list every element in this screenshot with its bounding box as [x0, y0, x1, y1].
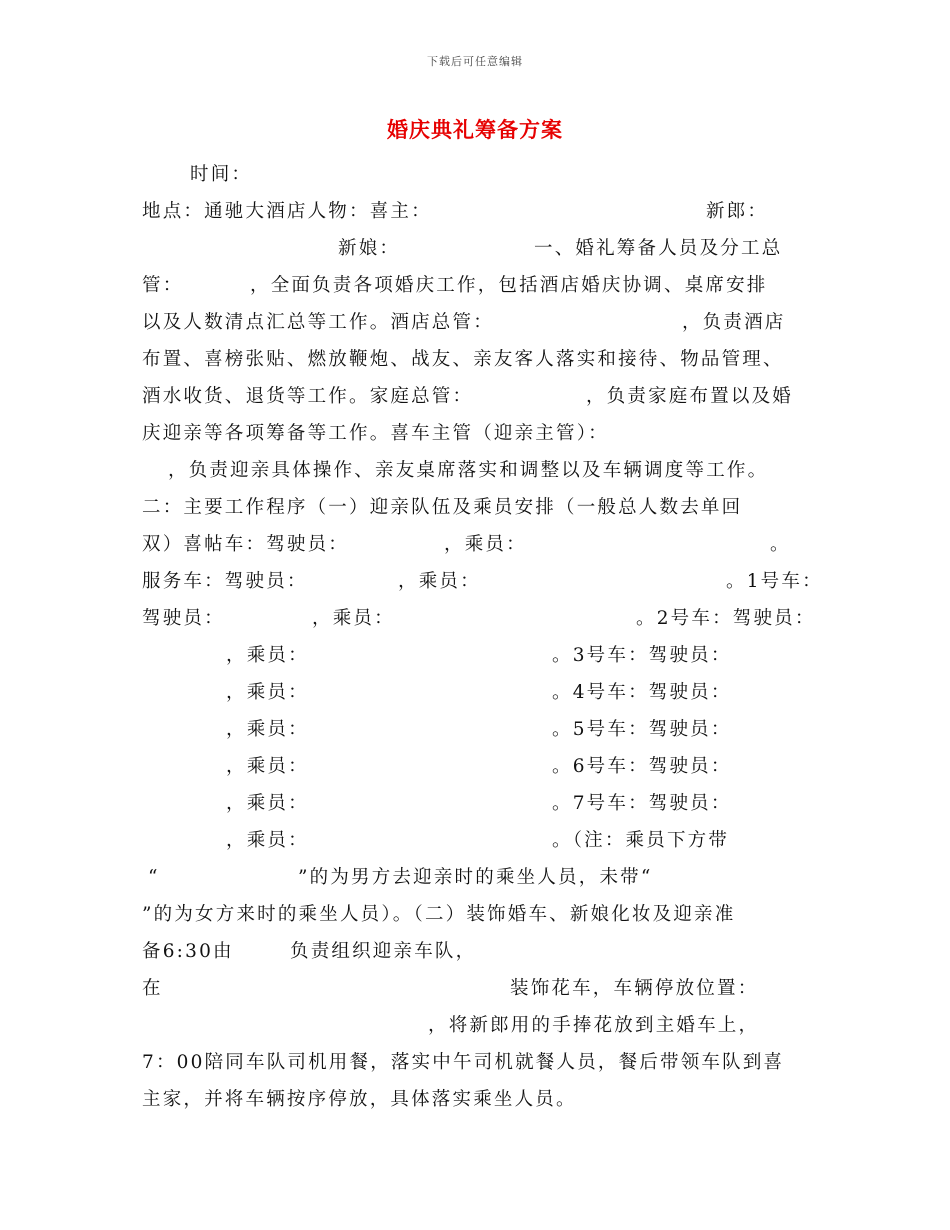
- text-time: 时间：: [190, 164, 253, 185]
- text-section-two: 二：主要工作程序（一）迎亲队伍及乘员安排（一般总人数去单回: [142, 497, 743, 518]
- text-line: ，负责家庭布置以及婚: [586, 386, 794, 407]
- text-line: 。（注：乘员下方带: [552, 830, 730, 851]
- text-line: ”的为女方来时的乘坐人员）。（二）装饰婚车、新娘化妆及迎亲准: [142, 904, 736, 925]
- text-bride: 新娘：: [338, 238, 401, 259]
- text-line: 在: [142, 978, 163, 999]
- text-line: 。4号车：驾驶员：: [552, 682, 732, 703]
- text-line: 。6号车：驾驶员：: [552, 756, 732, 777]
- text-line: ，乘员：: [398, 571, 481, 592]
- text-location-people: 地点：通驰大酒店人物：喜主：: [142, 201, 432, 222]
- text-line: ，负责酒店: [682, 312, 786, 333]
- text-line: ，乘员：: [312, 608, 395, 629]
- text-line: ，乘员：: [226, 719, 309, 740]
- text-line: 装饰花车，车辆停放位置：: [510, 978, 759, 999]
- text-line: ，乘员：: [226, 645, 309, 666]
- text-line: 。: [770, 534, 791, 555]
- text-line: 酒水收货、退货等工作。家庭总管：: [142, 386, 474, 407]
- text-section-one: 一、婚礼筹备人员及分工总: [534, 238, 783, 259]
- text-line: 主家，并将车辆按序停放，具体落实乘坐人员。: [142, 1089, 577, 1110]
- text-line: ，乘员：: [226, 830, 309, 851]
- document-title: 婚庆典礼筹备方案: [387, 117, 563, 142]
- text-line: 负责组织迎亲车队，: [290, 941, 477, 962]
- text-line: 。1号车：: [726, 571, 823, 592]
- page-header: 下载后可任意编辑: [427, 55, 523, 68]
- text-line: 双）喜帖车：驾驶员：: [142, 534, 350, 555]
- text-manager: 管：: [142, 275, 184, 296]
- text-line: 。7号车：驾驶员：: [552, 793, 732, 814]
- text-line: 。3号车：驾驶员：: [552, 645, 732, 666]
- text-line: ”的为男方去迎亲时的乘坐人员，未带“: [298, 867, 653, 888]
- text-line: ，乘员：: [226, 793, 309, 814]
- text-line: 庆迎亲等各项筹备等工作。喜车主管（迎亲主管）：: [142, 423, 609, 444]
- text-line: ，全面负责各项婚庆工作，包括酒店婚庆协调、桌席安排: [250, 275, 768, 296]
- text-line: ，乘员：: [226, 682, 309, 703]
- text-line: 服务车：驾驶员：: [142, 571, 308, 592]
- text-line: 以及人数清点汇总等工作。酒店总管：: [142, 312, 494, 333]
- text-line: ，乘员：: [444, 534, 527, 555]
- text-line: ，将新郎用的手捧花放到主婚车上，: [428, 1015, 760, 1036]
- text-line: 备6:30由: [142, 941, 234, 962]
- text-line: “: [148, 867, 160, 888]
- text-line: 7：00陪同车队司机用餐，落实中午司机就餐人员，餐后带领车队到喜: [142, 1052, 785, 1073]
- text-line: ，乘员：: [226, 756, 309, 777]
- text-line: 布置、喜榜张贴、燃放鞭炮、战友、亲友客人落实和接待、物品管理、: [142, 349, 784, 370]
- text-groom: 新郎：: [706, 201, 769, 222]
- text-line: 。2号车：驾驶员：: [636, 608, 816, 629]
- text-line: 驾驶员：: [142, 608, 225, 629]
- text-line: 。5号车：驾驶员：: [552, 719, 732, 740]
- text-line: ，负责迎亲具体操作、亲友桌席落实和调整以及车辆调度等工作。: [168, 460, 769, 481]
